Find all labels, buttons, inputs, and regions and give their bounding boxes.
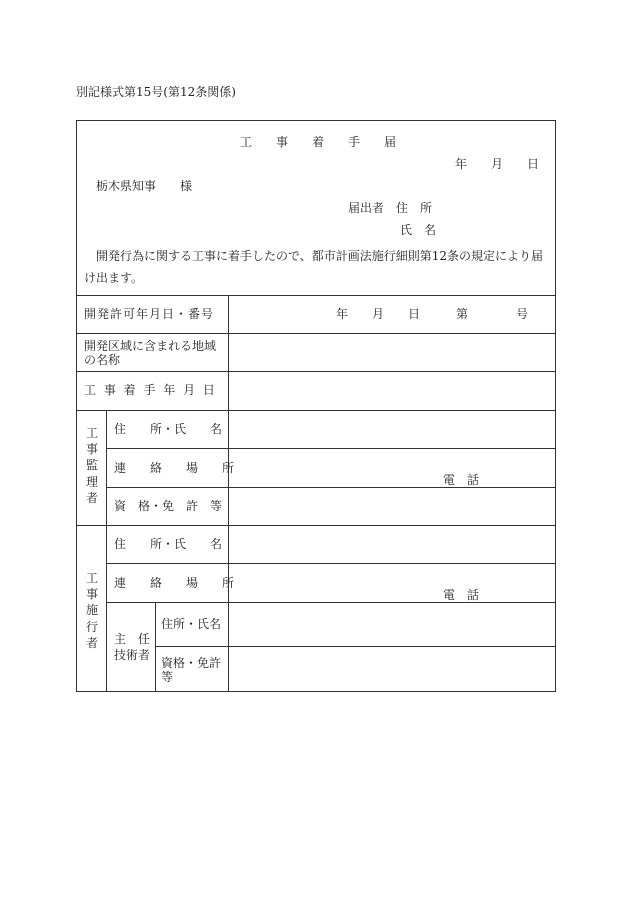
form-title: 工 事 着 手 届 [240,135,397,149]
applicant-address-label: 届出者 住 所 [348,201,433,215]
supervisor-group-label: 工事監理者 [85,426,98,505]
supervisor-qualification-label: 資 格・免 許 等 [114,499,223,513]
supervisor-phone-label: 電 話 [443,473,480,487]
supervisor-contact-label: 連 絡 場 所 [114,461,235,475]
area-name-label: 開発区域に含まれる地域の名称 [84,339,217,367]
engineer-qualification-label: 資格・免許等 [161,656,222,684]
contractor-group-label: 工事施行者 [85,571,98,650]
supervisor-address-name-label: 住 所・氏 名 [114,422,223,436]
permit-label: 開発許可年月日・番号 [84,307,215,321]
contractor-contact-label: 連 絡 場 所 [114,576,235,590]
submission-date: 年 月 日 [455,157,540,171]
contractor-address-name-label: 住 所・氏 名 [114,537,223,551]
engineer-address-name-label: 住所・氏名 [161,617,222,631]
contractor-phone-label: 電 話 [443,588,480,602]
form-reference: 別記様式第15号(第12条関係) [76,85,236,99]
statement-text: 開発行為に関する工事に着手したので、都市計画法施行細則第12条の規定により届け出ます。 [84,249,544,285]
chief-engineer-label: 主 任技術者 [113,632,150,662]
applicant-name-label: 氏 名 [400,223,437,237]
addressee: 栃木県知事 様 [96,179,193,193]
permit-date-number: 年 月 日 第 号 [336,307,529,321]
form-frame [76,120,556,692]
start-date-label: 工 事 着 手 年 月 日 [84,383,217,397]
